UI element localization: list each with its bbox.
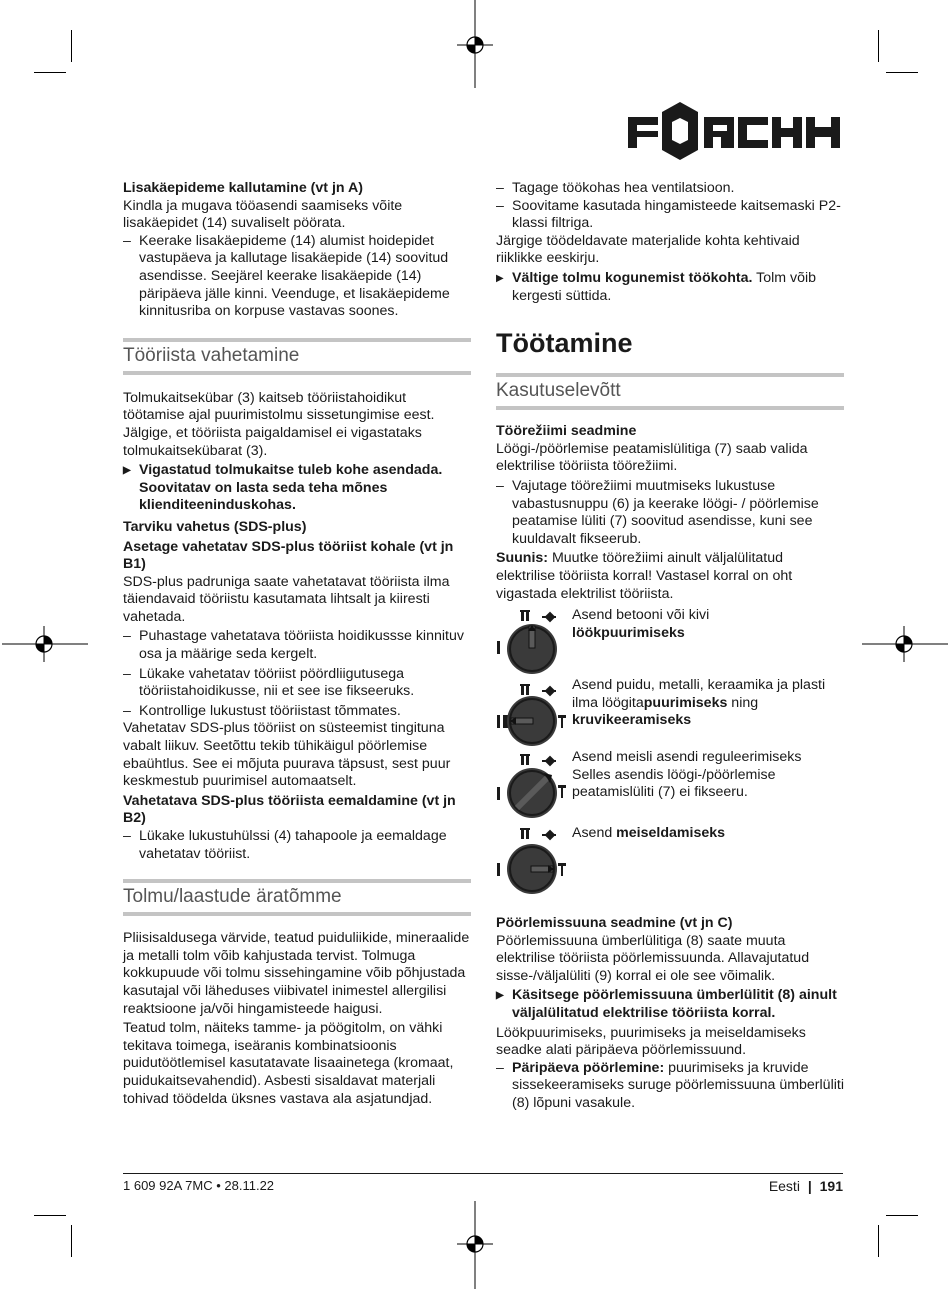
section-heading: Kasutuselevõtt	[496, 373, 844, 410]
registration-mark-icon	[455, 0, 495, 90]
left-column	[123, 180, 471, 1108]
mode-text	[572, 825, 842, 843]
mode-selector-drill-icon	[496, 677, 568, 749]
warning-item: ▶ Vigastatud tolmukaitse tuleb kohe asendada. Soovitatav on lasta seda teha mõnes klienditeeninduskohas.	[123, 462, 471, 515]
mode-row-puurimine	[496, 677, 844, 749]
list-item-bold: Päripäeva pöörlemine:	[512, 1059, 665, 1076]
paragraph: Järgige töödeldavate materjalide kohta kehtivaid riiklikke eeskirju.	[496, 232, 800, 267]
heading-tarviku: Tarviku vahetus (SDS-plus)	[123, 518, 307, 535]
mode-bold2: kruvikeeramiseks	[572, 712, 692, 729]
paragraph: Teatud tolm, näiteks tamme- ja pöögitolm, on vähki tekitava toimega, iseäranis kombinatsioonis puidutöötlemisel kasutatavate lisaainetega (kromaat, puidukaitsevahendid). Asbesti sisaldavat materjali tohivad töödelda üksnes vastava ala asjatundjad.	[123, 1020, 454, 1107]
crop-mark	[34, 72, 66, 73]
mode-row-meiseldamine	[496, 819, 844, 899]
crop-mark	[71, 1225, 72, 1257]
mode-line-text: Asend puidu, metalli, keraamika ja plasti ilma löögita	[572, 677, 826, 711]
mode-selector-chisel-adjust-icon	[496, 749, 568, 819]
list-item: – Puhastage vahetatava tööriista hoidikussse kinnituv osa ja määrige seda kergelt.	[123, 628, 471, 663]
list-item: – Tagage töökohas hea ventilatsioon.	[496, 180, 844, 198]
section-heading: Tööriista vahetamine	[123, 338, 471, 375]
list-item: – Lükake lukustuhülssi (4) tahapoole ja eemaldage vahetatav tööriist.	[123, 828, 471, 863]
heading-asetage: Asetage vahetatav SDS-plus tööriist kohale (vt jn B1)	[123, 538, 454, 573]
mode-row-lookpuurimine	[496, 607, 844, 677]
heading-reziim: Töörežiimi seadmine	[496, 423, 637, 440]
list-item: – Kontrollige lukustust tööriistast tõmmates.	[123, 703, 471, 721]
mode-selector-chisel-icon	[496, 819, 568, 899]
mode-text	[572, 607, 842, 642]
list-item: – Keerake lisakäepideme (14) alumist hoidepidet vastupäeva ja kallutage lisakäepide (14) soovitud asendisse. Seejärel keerake lisakäepide (14) päripäeva jälle kinni. Veenduge, et lisakäepideme kinnitusriba on korpuse vastavas soones.	[123, 233, 471, 321]
warning-bold: Vältige tolmu kogunemist töökohta.	[512, 269, 753, 286]
list-item: – Soovitame kasutada hingamisteede kaitsemaski P2-klassi filtriga.	[496, 198, 844, 233]
paragraph: Pliisisaldusega värvide, teatud puiduliikide, mineraalide ja metalli tolm võib kahjustada tervist. Tolmuga kokkupuude või tolmu sissehingamine võib põhjustada kasutajal või läheduses viibivatel inimestel allergilisi reaktsioone ja/või hingamisteede haigusi.	[123, 930, 470, 1017]
warning-text: Tolm võib kergesti süttida.	[512, 269, 817, 304]
right-column	[496, 180, 844, 1113]
crop-mark	[886, 1215, 918, 1216]
paragraph: Löögi-/pöörlemise peatamislülitiga (7) saab valida elektrilise tööriista töörežiimi.	[496, 440, 808, 475]
paragraph: Kindla ja mugava tööasendi saamiseks võite lisakäepidet (14) suvaliselt pöörata.	[123, 197, 403, 232]
registration-mark-icon	[455, 1199, 495, 1289]
mode-line	[572, 677, 842, 730]
mode-mid: ning	[727, 694, 759, 711]
mode-line	[572, 825, 842, 843]
paragraph: SDS-plus padruniga saate vahetatavat tööriista ilma täiendavaid tööriistu kasutamata lihtsalt ja kiiresti vahetada.	[123, 573, 450, 625]
crop-mark	[878, 30, 879, 62]
crop-mark	[71, 30, 72, 62]
paragraph: Löökpuurimiseks, puurimiseks ja meiseldamiseks seadke alati päripäeva pöörlemissuund.	[496, 1024, 806, 1059]
note-paragraph	[496, 550, 844, 603]
page-number: 191	[819, 1178, 843, 1194]
warning-item	[496, 270, 844, 305]
list-item-text: puurimiseks ja kruvide sissekeeramiseks suruge pöörlemissuuna ümberlüliti (8) lõpuni vasakule.	[512, 1059, 844, 1112]
note-text: Muutke töörežiimi ainult väljalülitatud elektrilise tööriista korral! Vastasel korral on oht vigastada elektrilist tööriista.	[496, 550, 793, 602]
brand-logo	[628, 100, 842, 162]
footer-page	[769, 1178, 843, 1194]
mode-row-meisel-reguleerimine	[496, 749, 844, 819]
paragraph: Vahetatav SDS-plus tööriist on süsteemist tingituna vabalt liikuv. Seetõttu tekib tühikäigul pöörlemise ebaühtlus. See ei mõjuta puurava täpsust, sest puur keskmestub puurimisel automaatselt.	[123, 720, 451, 790]
mode-bold: puurimiseks	[643, 694, 728, 711]
footer-language: Eesti	[768, 1178, 800, 1194]
mode-selector-impact-drill-icon	[496, 607, 568, 677]
crop-mark	[886, 72, 918, 73]
mode-text	[572, 677, 842, 730]
footer-rule	[123, 1173, 843, 1174]
mode-bold: meiseldamiseks	[616, 825, 726, 842]
registration-mark-icon	[860, 624, 950, 664]
list-item: – Lükake vahetatav tööriist pöördliigutusega tööriistahoidikusse, nii et see ise fikseeruks.	[123, 666, 471, 701]
heading-kallutamine: Lisakäepideme kallutamine (vt jn A)	[123, 180, 363, 196]
footer-code: 1 609 92A 7MC • 28.11.22	[123, 1178, 275, 1193]
mode-line: Asend meisli asendi reguleerimiseks Selles asendis löögi-/pöörlemise peatamislüliti (7) ei fikseeru.	[572, 749, 802, 801]
warning-item: ▶ Käsitsege pöörlemissuuna ümberlülitit (8) ainult väljalülitatud elektrilise tööriista korral.	[496, 987, 844, 1022]
page-title: Töötamine	[496, 328, 633, 359]
forch-logo-icon	[628, 100, 842, 162]
crop-mark	[34, 1215, 66, 1216]
list-item	[496, 1060, 844, 1113]
paragraph: Tolmukaitsekübar (3) kaitseb tööriistahoidikut töötamise ajal puurimistolmu sissetungimise eest. Jälgige, et tööriista paigaldamisel ei vigastataks tolmukaitsekübarat (3).	[123, 389, 435, 459]
mode-line: Asend betooni või kivi	[572, 607, 710, 624]
section-heading: Tolmu/laastude äratõmme	[123, 879, 471, 916]
heading-eemaldamine: Vahetatava SDS-plus tööriista eemaldamine (vt jn B2)	[123, 792, 456, 827]
registration-mark-icon	[0, 624, 90, 664]
paragraph: Pöörlemissuuna ümberlülitiga (8) saate muuta elektrilise tööriista pöörlemissuunda. Allavajutatud sisse-/väljalüliti (9) korral ei ole see võimalik.	[496, 932, 810, 984]
list-item: – Vajutage töörežiimi muutmiseks lukustuse vabastusnuppu (6) ja keerake löögi- / pöörlemise peatamise lüliti (7) soovitud asendisse, kuni see kuuldavalt fikseerub.	[496, 478, 844, 548]
footer-separator: |	[807, 1178, 812, 1194]
mode-bold: löökpuurimiseks	[572, 624, 685, 641]
mode-text	[572, 749, 842, 802]
crop-mark	[878, 1225, 879, 1257]
mode-line-text: Asend	[572, 825, 617, 842]
note-label: Suunis:	[496, 550, 549, 567]
heading-suund: Pöörlemissuuna seadmine (vt jn C)	[496, 915, 733, 932]
